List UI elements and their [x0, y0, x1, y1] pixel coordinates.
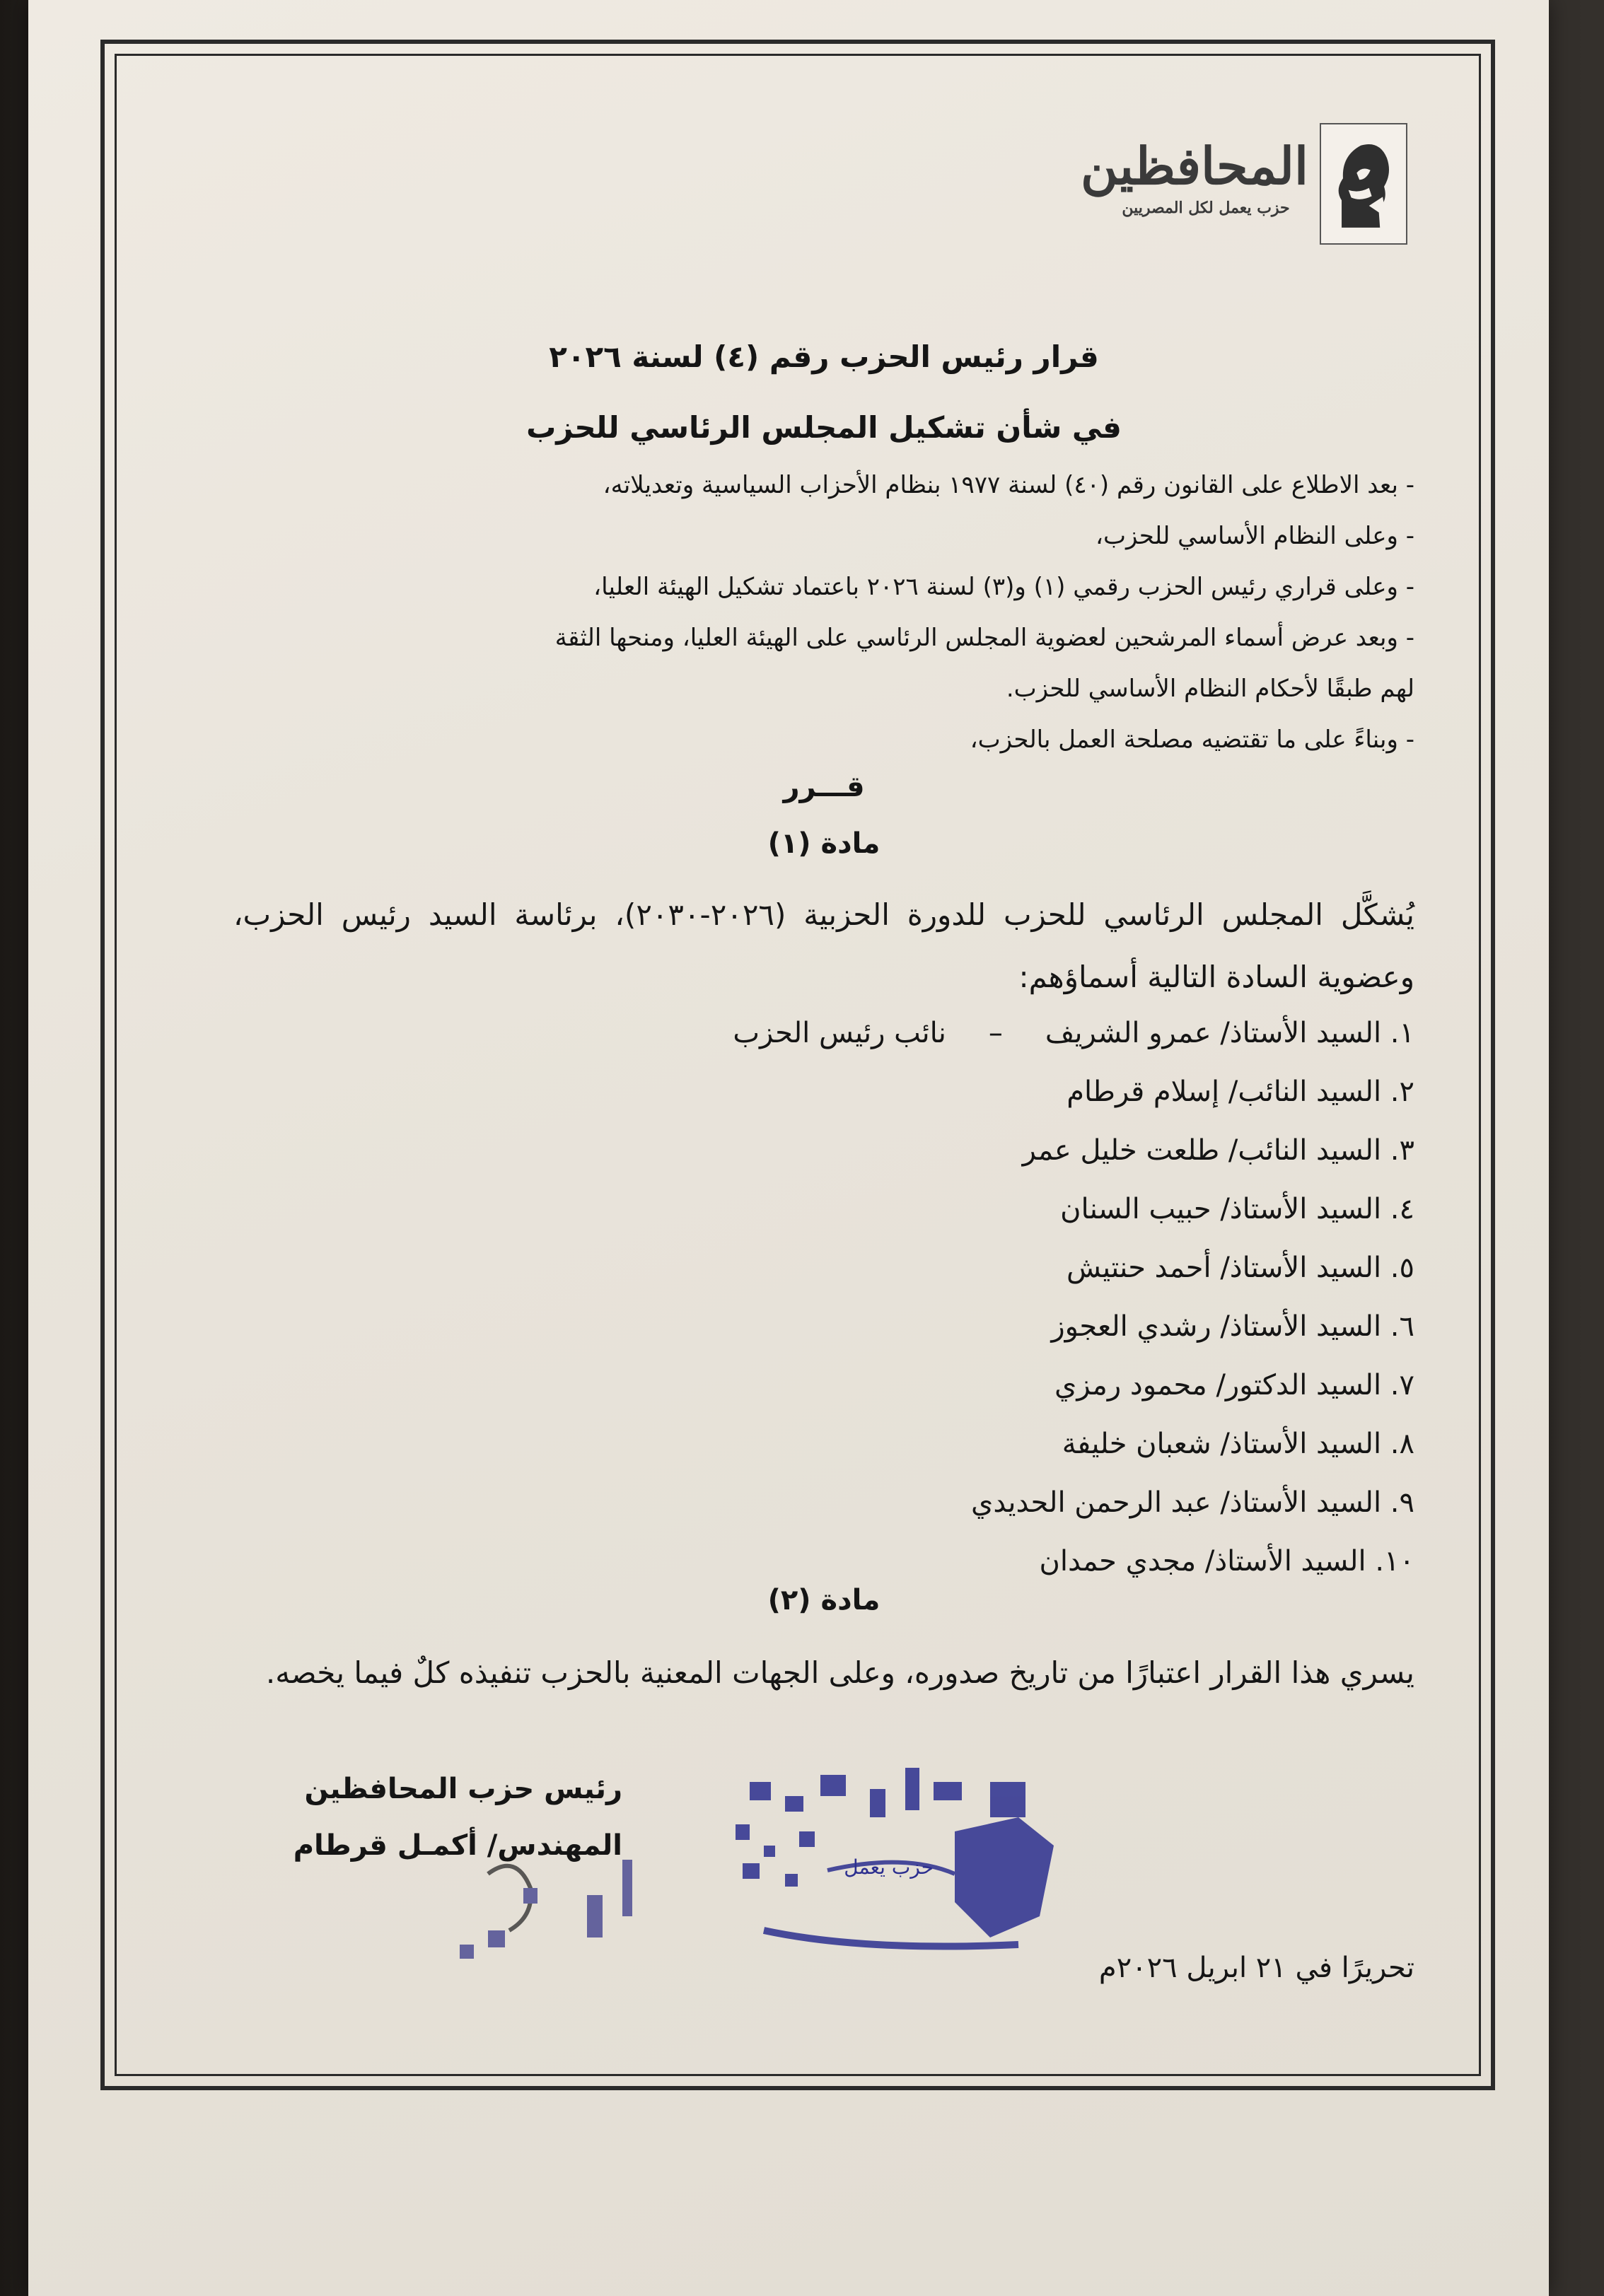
list-item — [233, 1063, 1414, 1121]
member-name: ٨. السيد الأستاذ/ شعبان خليفة — [1062, 1428, 1414, 1460]
preamble-line: - وبناءً على ما تقتضيه مصلحة العمل بالحزب، — [970, 725, 1414, 754]
list-item — [233, 1298, 1414, 1356]
preamble-line: - وعلى قراري رئيس الحزب رقمي (١) و(٣) لسنة ٢٠٢٦ باعتماد تشكيل الهيئة العليا، — [593, 573, 1414, 601]
decree-title: قرار رئيس الحزب رقم (٤) لسنة ٢٠٢٦ — [549, 339, 1099, 374]
list-item — [233, 1004, 1414, 1063]
logo-wordmark — [1081, 134, 1308, 218]
party-stamp — [721, 1732, 1089, 1966]
decree-subtitle: في شأن تشكيل المجلس الرئاسي للحزب — [526, 410, 1122, 445]
member-name: ٩. السيد الأستاذ/ عبد الرحمن الحديدي — [971, 1486, 1414, 1519]
party-logo — [1081, 120, 1407, 247]
member-dash: – — [988, 1017, 1003, 1049]
date-line: تحريرًا في ٢١ ابريل ٢٠٢٦م — [1098, 1952, 1414, 1984]
signatory-name: المهندس/ أكمـل قرطام — [293, 1829, 622, 1862]
member-name: ٢. السيد النائب/ إسلام قرطام — [1067, 1076, 1414, 1108]
list-item — [233, 1356, 1414, 1415]
member-name: ٥. السيد الأستاذ/ أحمد حنتيش — [1067, 1252, 1414, 1284]
list-item — [233, 1239, 1414, 1298]
signatory-title: رئيس حزب المحافظين — [304, 1773, 622, 1805]
preamble-line: - وبعد عرض أسماء المرشحين لعضوية المجلس الرئاسي على الهيئة العليا، ومنحها الثقة — [554, 624, 1414, 652]
stamp-text: حزب يعمل — [844, 1855, 934, 1879]
preamble-line: - وعلى النظام الأساسي للحزب، — [1096, 522, 1414, 550]
members-list — [233, 1004, 1414, 1591]
member-name: ٤. السيد الأستاذ/ حبيب السنان — [1060, 1193, 1414, 1225]
member-name: ٧. السيد الدكتور/ محمود رمزي — [1054, 1369, 1414, 1402]
list-item — [233, 1180, 1414, 1239]
member-name: ٦. السيد الأستاذ/ رشدي العجوز — [1051, 1310, 1414, 1343]
member-role: نائب رئيس الحزب — [733, 1017, 946, 1049]
article-2-body: يسري هذا القرار اعتبارًا من تاريخ صدوره، وعلى الجهات المعنية بالحزب تنفيذه كلٌ فيما يخصه. — [265, 1655, 1414, 1690]
member-name: ١٠. السيد الأستاذ/ مجدي حمدان — [1039, 1545, 1414, 1578]
article-1-heading: مادة (١) — [767, 827, 881, 860]
article-1-body: يُشكَّل المجلس الرئاسي للحزب للدورة الحزبية (٢٠٢٦-٢٠٣٠)، برئاسة السيد رئيس الحزب، وعضوية السادة التالية أسماؤهم: — [233, 897, 1415, 994]
profile-emblem-icon — [1320, 123, 1407, 245]
preamble-line: لهم طبقًا لأحكام النظام الأساسي للحزب. — [1006, 675, 1414, 703]
article-2-heading: مادة (٢) — [767, 1584, 881, 1616]
list-item — [233, 1532, 1414, 1591]
preamble-line: - بعد الاطلاع على القانون رقم (٤٠) لسنة ١٩٧٧ بنظام الأحزاب السياسية وتعديلاته، — [603, 471, 1414, 499]
decree-word: قـــرر — [783, 771, 865, 803]
list-item — [233, 1474, 1414, 1532]
signature-block — [283, 1761, 622, 1874]
logo-tagline: حزب يعمل لكل المصريين — [1122, 199, 1290, 217]
logo-name: المحافظين — [1081, 136, 1308, 196]
list-item — [233, 1415, 1414, 1474]
member-name: ١. السيد الأستاذ/ عمرو الشريف — [1045, 1017, 1414, 1049]
member-name: ٣. السيد النائب/ طلعت خليل عمر — [1022, 1134, 1414, 1167]
preamble — [233, 460, 1414, 765]
list-item — [233, 1121, 1414, 1180]
